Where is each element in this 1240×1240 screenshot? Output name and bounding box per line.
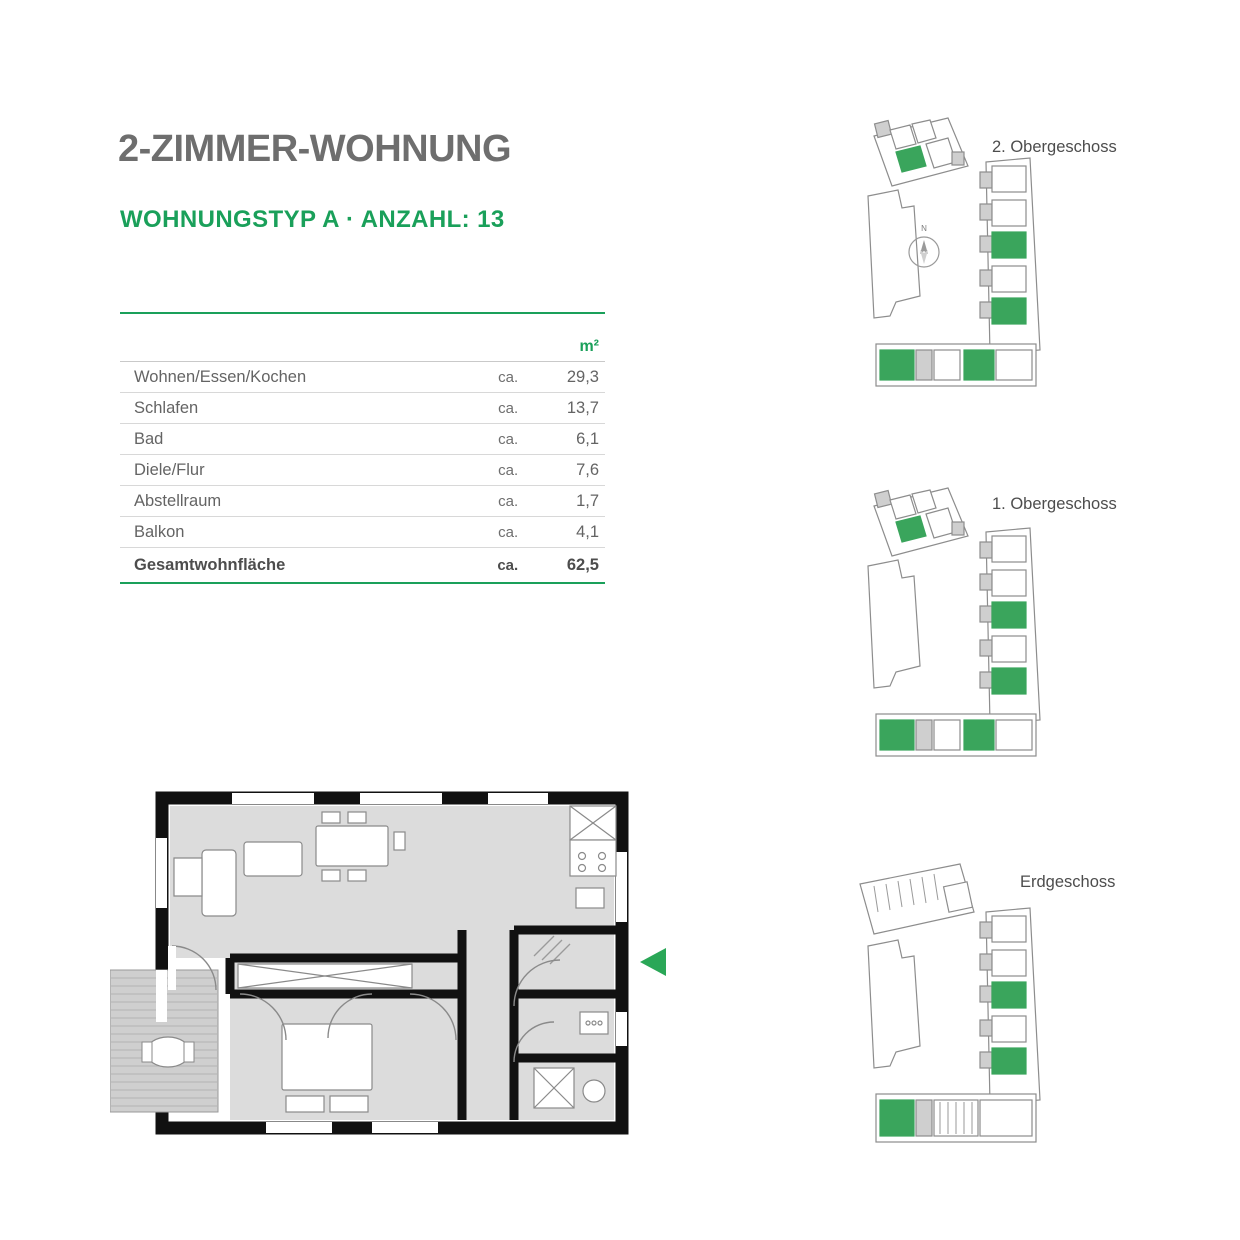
balcony-chair <box>142 1042 152 1062</box>
room-label: Diele/Flur <box>120 455 466 486</box>
room-label: Schlafen <box>120 393 466 424</box>
room-value: 13,7 <box>534 393 605 424</box>
armchair <box>174 858 202 896</box>
table-header-ca <box>466 313 534 362</box>
keyplan-1og <box>840 470 1117 785</box>
keyplan-1og-label: 1. Obergeschoss <box>992 495 1117 513</box>
room-utility <box>514 930 614 992</box>
entrance-arrow-icon <box>640 948 666 976</box>
table-row <box>120 424 605 455</box>
table-row <box>120 362 605 393</box>
total-value: 62,5 <box>534 548 605 584</box>
dining-chair <box>394 832 405 850</box>
sofa-seat <box>244 842 302 876</box>
bed-bench <box>330 1096 368 1112</box>
total-ca: ca. <box>466 548 534 584</box>
room-ca: ca. <box>466 362 534 393</box>
keyplan-2og <box>840 100 1117 415</box>
dining-chair <box>322 812 340 823</box>
kitchen-sink <box>576 888 604 908</box>
table-row <box>120 486 605 517</box>
balcony-table <box>146 1037 190 1067</box>
table-header-row <box>120 313 605 362</box>
room-label: Wohnen/Essen/Kochen <box>120 362 466 393</box>
keyplan-eg <box>840 850 1116 1165</box>
page-title: 2-ZIMMER-WOHNUNG <box>118 128 512 170</box>
area-table <box>120 312 605 584</box>
page-subtitle: WOHNUNGSTYP A · ANZAHL: 13 <box>120 206 505 233</box>
room-label: Bad <box>120 424 466 455</box>
table-header-unit: m² <box>534 313 605 362</box>
room-value: 29,3 <box>534 362 605 393</box>
table-header-room <box>120 313 466 362</box>
bed <box>282 1024 372 1090</box>
room-label: Abstellraum <box>120 486 466 517</box>
svg-text:N: N <box>921 224 927 233</box>
room-value: 1,7 <box>534 486 605 517</box>
room-ca: ca. <box>466 486 534 517</box>
bed-bench <box>286 1096 324 1112</box>
room-value: 7,6 <box>534 455 605 486</box>
dining-chair <box>322 870 340 881</box>
keyplan-1og-drawing <box>840 470 1070 780</box>
sofa <box>202 850 236 916</box>
table-row <box>120 517 605 548</box>
kitchen-counter <box>570 840 616 876</box>
dining-table <box>316 826 388 866</box>
balcony-chair <box>184 1042 194 1062</box>
table-row <box>120 393 605 424</box>
room-label: Balkon <box>120 517 466 548</box>
table-row <box>120 455 605 486</box>
room-corridor <box>462 930 514 1120</box>
keyplan-eg-label: Erdgeschoss <box>1020 873 1116 891</box>
total-label: Gesamtwohnfläche <box>120 548 466 584</box>
toilet <box>583 1080 605 1102</box>
dining-chair <box>348 870 366 881</box>
room-value: 4,1 <box>534 517 605 548</box>
apartment-floorplan <box>110 780 690 1180</box>
dining-chair <box>348 812 366 823</box>
room-value: 6,1 <box>534 424 605 455</box>
room-ca: ca. <box>466 393 534 424</box>
room-ca: ca. <box>466 517 534 548</box>
room-ca: ca. <box>466 424 534 455</box>
room-ca: ca. <box>466 455 534 486</box>
keyplan-eg-drawing <box>840 850 1070 1160</box>
table-total-row <box>120 548 605 584</box>
keyplan-2og-label: 2. Obergeschoss <box>992 138 1117 156</box>
